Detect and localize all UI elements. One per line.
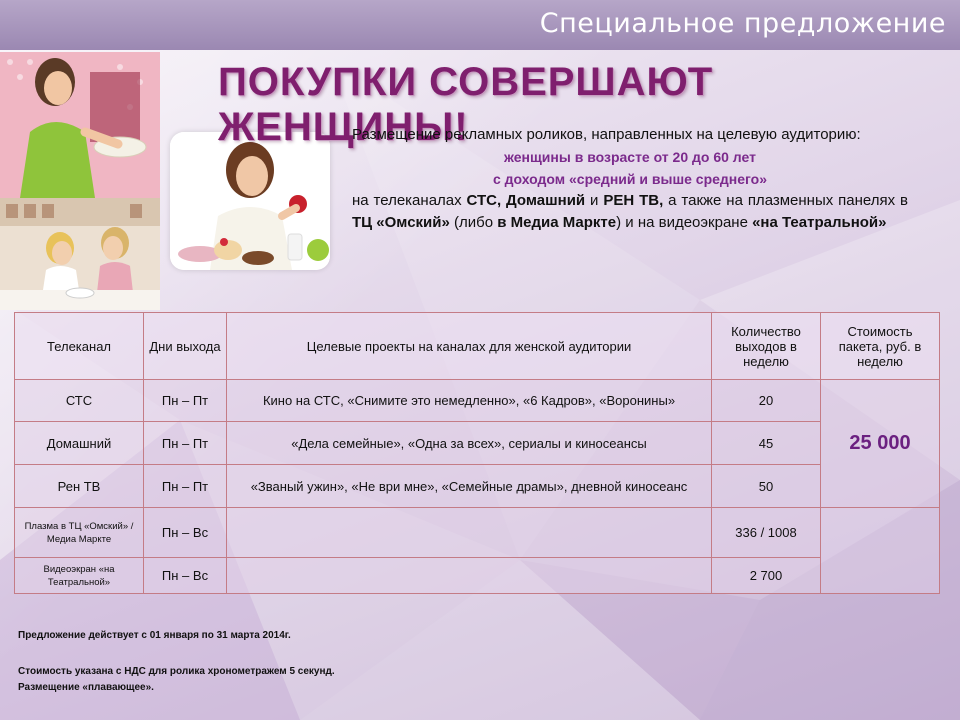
header-projects: Целевые проекты на каналах для женской аудитории [227, 313, 712, 380]
cell-projects: «Дела семейные», «Одна за всех», сериалы и киносеансы [227, 422, 712, 465]
cell-channel: Рен ТВ [15, 465, 144, 508]
header-days: Дни выхода [144, 313, 227, 380]
note-vat: Стоимость указана с НДС для ролика хронометражем 5 секунд. [18, 666, 335, 677]
header-count: Количество выходов в неделю [712, 313, 821, 380]
cell-channel: Видеоэкран «на Театральной» [15, 558, 144, 594]
cell-days: Пн – Пт [144, 380, 227, 422]
cell-days: Пн – Пт [144, 465, 227, 508]
channel-ren-tv: РЕН ТВ, [603, 192, 664, 209]
cell-count: 20 [712, 380, 821, 422]
package-price: 25 000 [821, 380, 940, 508]
table-header-row [15, 313, 940, 380]
mall-omsky: ТЦ «Омский» [352, 214, 450, 231]
headline: ПОКУПКИ СОВЕРШАЮТ ЖЕНЩИНЫ! [218, 60, 714, 149]
cell-days: Пн – Вс [144, 558, 227, 594]
intro-text [352, 124, 908, 234]
cell-channel: Плазма в ТЦ «Омский» / Медиа Маркте [15, 508, 144, 558]
intro-text-part: ) и на видеоэкране [616, 214, 753, 231]
header-price: Стоимость пакета, руб. в неделю [821, 313, 940, 380]
table-row [15, 558, 940, 594]
cell-projects [227, 508, 712, 558]
cell-count: 336 / 1008 [712, 508, 821, 558]
target-audience-income: с доходом «средний и выше среднего» [492, 171, 768, 187]
cell-days: Пн – Вс [144, 508, 227, 558]
cell-projects [227, 558, 712, 594]
teatralnaya-screen: «на Театральной» [752, 214, 887, 231]
intro-line1: Размещение рекламных роликов, направленных на целевую аудиторию: [352, 126, 861, 143]
intro-text-part: а также на плазменных панелях в [663, 192, 908, 209]
cell-days: Пн – Пт [144, 422, 227, 465]
channels-sts-domashny: СТС, Домашний [466, 192, 586, 209]
cell-count: 2 700 [712, 558, 821, 594]
cell-channel: СТС [15, 380, 144, 422]
intro-text-part: на телеканалах [352, 192, 467, 209]
offer-table [14, 312, 940, 594]
target-audience-age: женщины в возрасте от 20 до 60 лет [504, 149, 756, 165]
header-bar [0, 0, 960, 50]
header-channel: Телеканал [15, 313, 144, 380]
intro-text-part: и [585, 192, 604, 209]
intro-text-part: (либо [449, 214, 498, 231]
table-row [15, 380, 940, 422]
note-placement: Размещение «плавающее». [18, 682, 154, 693]
cell-count: 50 [712, 465, 821, 508]
cell-count: 45 [712, 422, 821, 465]
table-row [15, 465, 940, 508]
cell-price-empty [821, 508, 940, 594]
photo-women-cafe [0, 198, 160, 310]
photo-woman-apple-cakes [170, 132, 330, 270]
table-row [15, 422, 940, 465]
cell-projects: «Званый ужин», «Не ври мне», «Семейные драмы», дневной киносеанс [227, 465, 712, 508]
header-title: Специальное предложение [539, 8, 946, 39]
photo-woman-kitchen [0, 52, 160, 198]
intro-paragraph2 [352, 190, 908, 234]
table-row [15, 508, 940, 558]
cell-channel: Домашний [15, 422, 144, 465]
media-markt: в Медиа Маркте [497, 214, 617, 231]
note-validity: Предложение действует с 01 января по 31 марта 2014г. [18, 630, 291, 641]
cell-projects: Кино на СТС, «Снимите это немедленно», «6 Кадров», «Воронины» [227, 380, 712, 422]
